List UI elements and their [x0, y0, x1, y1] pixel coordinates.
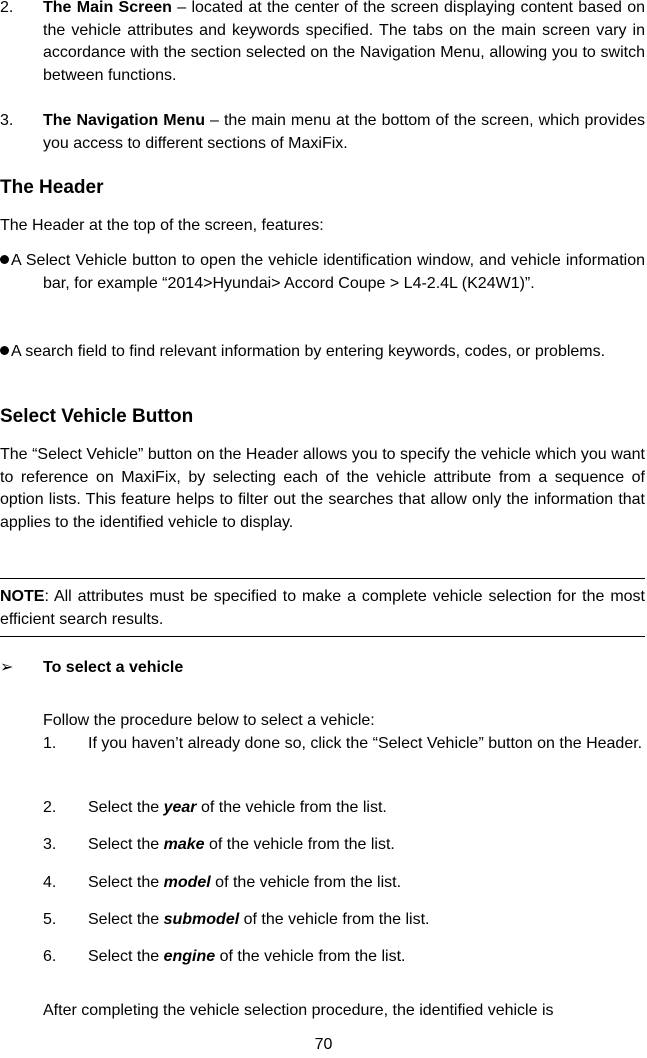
- procedure-step: [43, 834, 645, 857]
- list-item-navigation-menu: [0, 110, 645, 155]
- item-text: – located at the center of the screen displaying content based on the vehicle attributes and keywords specified. The tabs on the main screen vary in accordance with the section selected on the Navigation Menu, allowing you to switch between functions.: [43, 0, 646, 84]
- bullet-dot-icon: [0, 346, 9, 355]
- step-term: engine: [163, 948, 216, 965]
- step-number: 6.: [43, 948, 57, 965]
- bullet-text: A Select Vehicle button to open the vehicle identification window, and vehicle information bar, for example “2014>Hyundai> Accord Coupe > L4-2.4L (K24W1)”.: [11, 252, 645, 292]
- procedure-title: To select a vehicle: [43, 659, 184, 676]
- note-label: NOTE: [0, 588, 45, 605]
- step-text: If you haven’t already done so, click the “Select Vehicle” button on the Header.: [88, 735, 643, 752]
- step-number: 5.: [43, 911, 57, 928]
- step-number: 4.: [43, 874, 57, 891]
- item-body: [43, 0, 645, 87]
- procedure-step: [43, 946, 645, 969]
- item-number: 2.: [0, 0, 14, 16]
- header-intro: The Header at the top of the screen, features:: [0, 217, 324, 234]
- step-text: of the vehicle from the list.: [196, 799, 387, 816]
- step-term: submodel: [163, 911, 240, 928]
- note-top-rule: [0, 578, 645, 579]
- step-text: of the vehicle from the list.: [204, 836, 395, 853]
- note-bottom-rule: [0, 636, 645, 637]
- step-text: Select the: [88, 874, 164, 891]
- step-term: year: [163, 799, 197, 816]
- bullet-text: A search field to find relevant information by entering keywords, codes, or problems.: [11, 343, 606, 360]
- step-text: Select the: [88, 836, 164, 853]
- select-vehicle-body: The “Select Vehicle” button on the Header allows you to specify the vehicle which you want to reference on MaxiFix, by selecting each of the vehicle attribute from a sequence of option lists. This feature helps to filter out the searches that allow only the information that applies to the identified vehicle to display.: [0, 446, 645, 531]
- item-text: – the main menu at the bottom of the screen, which provides you access to different sections of MaxiFix.: [43, 112, 646, 152]
- step-number: 1.: [43, 735, 57, 752]
- step-text: Select the: [88, 948, 164, 965]
- bullet-dot-icon: [0, 255, 9, 264]
- procedure-step: [43, 797, 645, 820]
- item-body: [43, 110, 645, 155]
- step-text: Select the: [88, 799, 164, 816]
- step-number: 2.: [43, 799, 57, 816]
- step-term: model: [163, 874, 211, 891]
- procedure-intro: Follow the procedure below to select a vehicle:: [43, 712, 375, 729]
- page-number: 70: [314, 1036, 333, 1053]
- item-term: The Main Screen: [43, 0, 172, 16]
- procedure-heading: [0, 657, 645, 679]
- procedure-step: [43, 872, 645, 895]
- step-text: of the vehicle from the list.: [210, 874, 402, 891]
- note-block: [0, 586, 645, 631]
- step-text: of the vehicle from the list.: [215, 948, 406, 965]
- list-item-main-screen: [0, 0, 645, 87]
- step-text: Select the: [88, 911, 164, 928]
- section-title-select-vehicle: Select Vehicle Button: [0, 406, 194, 427]
- step-text: of the vehicle from the list.: [239, 911, 430, 928]
- note-text: : All attributes must be specified to make a complete vehicle selection for the most efficient search results.: [0, 588, 645, 628]
- arrow-right-icon: ➢: [0, 659, 14, 676]
- step-term: make: [163, 836, 205, 853]
- item-term: The Navigation Menu: [43, 112, 206, 129]
- step-number: 3.: [43, 836, 57, 853]
- procedure-step: [43, 909, 645, 932]
- item-number: 3.: [0, 112, 14, 129]
- section-title-header: The Header: [0, 177, 104, 198]
- bullet-item: [0, 341, 645, 364]
- bullet-item: [0, 250, 645, 295]
- procedure-step: [43, 733, 645, 756]
- procedure-after: After completing the vehicle selection procedure, the identified vehicle is: [43, 1002, 554, 1019]
